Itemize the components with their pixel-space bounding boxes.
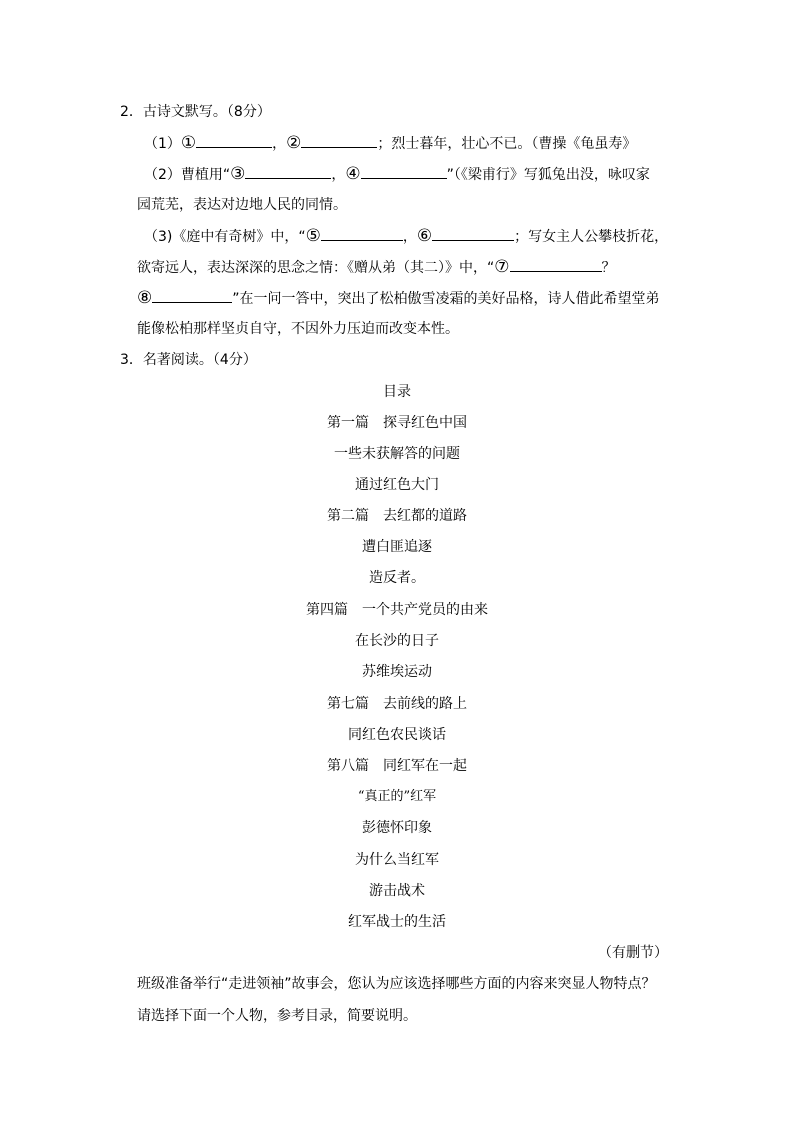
toc-entry: “真正的”红军 [357,789,437,804]
abridged-note-text: （有删节） [598,945,668,961]
toc-chapter [0,537,794,557]
q2-item3-line3 [137,288,660,309]
toc-entry: 在长沙的日子 [355,633,439,649]
toc-entry: 通过红色大门 [355,477,439,493]
q2-item3-line4 [137,319,459,339]
toc-entry: 彭德怀印象 [362,820,432,836]
q3-question-line2 [137,1006,417,1026]
toc-part-7 [0,694,794,714]
toc-chapter [0,912,794,932]
marker-8: ⑧ [137,288,153,308]
toc-chapter [0,662,794,682]
answer-blank-4[interactable] [361,164,447,179]
toc-entry: 造反者。 [369,570,425,586]
q2-item2-line2 [137,195,347,215]
answer-blank-5[interactable] [321,226,403,241]
answer-blank-8[interactable] [152,288,232,303]
toc-entry: 苏维埃运动 [362,664,432,680]
toc-part-1 [0,413,794,433]
toc-chapter [0,444,794,464]
item2-sep: ， [331,167,346,183]
q2-item1 [144,133,636,154]
q3-question-text-1: 班级准备举行“走进领袖”故事会，您认为应该选择哪些方面的内容来突显人物特点？ [137,976,656,992]
answer-blank-2[interactable] [301,133,377,148]
marker-2: ② [286,133,302,153]
marker-7: ⑦ [494,257,510,277]
toc-entry: 同红色农民谈话 [348,727,446,743]
item3-after: ；写女主人公攀枝折花， [514,229,669,245]
toc-title [0,382,794,402]
item3-line4-text: 能像松柏那样坚贞自守，不因外力压迫而改变本性。 [137,321,459,337]
q2-item3-line2 [137,257,616,278]
toc-chapter [0,787,794,807]
item2-prefix: （2）曹植用“ [144,167,231,183]
item2-line2-text: 园荒芜，表达对边地人民的同情。 [137,197,347,213]
q2-heading-text: 2．古诗文默写。（8分） [120,104,271,120]
item3-sep: ， [402,229,417,245]
marker-6: ⑥ [416,226,433,246]
abridged-note [598,943,668,963]
toc-chapter [0,631,794,651]
item3-line3-text: ”在一问一答中，突出了松柏傲雪凌霜的美好品格，诗人借此希望堂弟 [232,291,660,307]
toc-entry: 目录 [383,384,411,400]
toc-chapter [0,818,794,838]
q2-item2 [144,164,650,185]
q3-heading-text: 3．名著阅读。（4分） [120,352,257,368]
answer-blank-1[interactable] [196,133,272,148]
marker-1: ① [180,133,197,153]
toc-entry: 第二篇 去红都的道路 [327,508,467,524]
item1-sep: ， [272,136,287,152]
toc-entry: 第八篇 同红军在一起 [327,758,467,774]
item3-line2-end: ？ [601,260,616,276]
q2-item3 [144,226,668,247]
toc-entry: 一些未获解答的问题 [334,446,460,462]
toc-chapter [0,475,794,495]
toc-chapter [0,725,794,745]
item2-after: ”（《梁甫行》写狐兔出没，咏叹家 [446,167,650,183]
toc-entry: 第一篇 探寻红色中国 [327,415,467,431]
marker-5: ⑤ [305,226,321,246]
toc-part-8 [0,756,794,776]
item3-prefix: （3)《庭中有奇树》中，“ [144,229,306,245]
toc-part-4 [0,600,794,620]
toc-chapter [0,850,794,870]
marker-4: ④ [345,164,361,184]
marker-3: ③ [230,164,246,184]
item3-line2-text: 欲寄远人，表达深深的思念之情：《赠从弟（其二）》中，“ [137,260,495,276]
toc-entry: 红军战士的生活 [348,914,446,930]
toc-part-2 [0,506,794,526]
toc-entry: 遭白匪追逐 [362,539,432,555]
q2-heading [120,102,271,122]
toc-chapter [0,568,794,588]
q3-question-text-2: 请选择下面一个人物，参考目录，简要说明。 [137,1008,417,1024]
toc-entry: 第四篇 一个共产党员的由来 [306,602,488,618]
toc-entry: 第七篇 去前线的路上 [327,696,467,712]
q3-question-line1 [137,974,656,994]
toc-chapter [0,881,794,901]
answer-blank-6[interactable] [432,226,514,241]
answer-blank-7[interactable] [510,257,602,272]
toc-entry: 游击战术 [369,883,425,899]
q3-heading [120,350,257,370]
answer-blank-3[interactable] [245,164,331,179]
toc-entry: 为什么当红军 [355,852,439,868]
item1-after: ；烈士暮年，壮心不已。（曹操《龟虽寿》 [377,136,637,152]
item1-prefix: （1） [144,136,181,152]
